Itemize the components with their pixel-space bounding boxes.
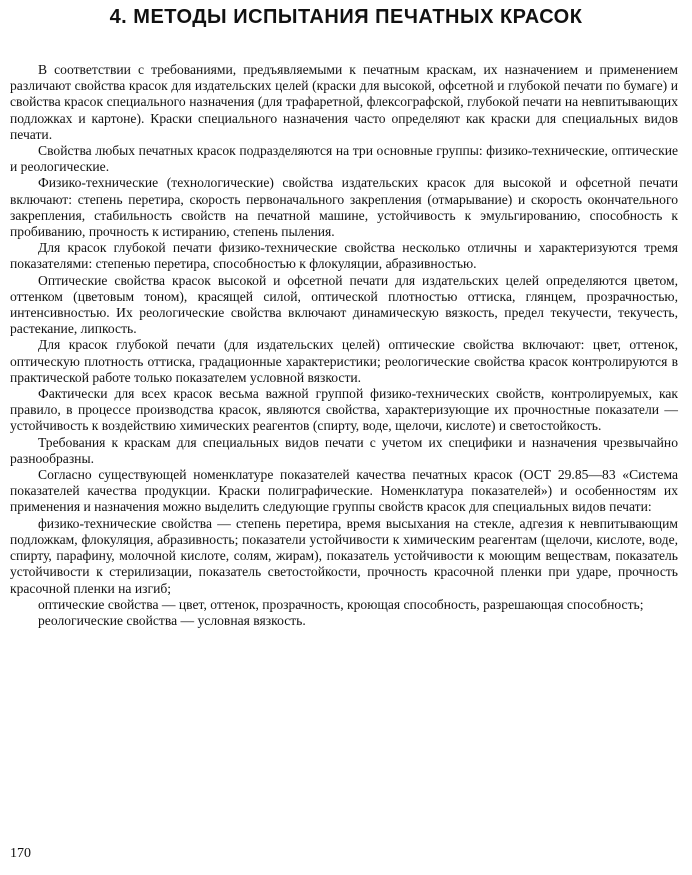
- list-item: реологические свойства — условная вязкость.: [38, 612, 306, 628]
- paragraph: Физико-технические (технологические) свойства издательских красок для высокой и офсетной печати включают: степень перетира, скорость первоначального закрепления (отмарывание) и скорость окончательного закрепления, стабильность свойств на печатной машине, устойчивость к эмульгированию, способность к пробиванию, прочность к истиранию, степень пыления.: [10, 175, 678, 240]
- paragraph: Согласно существующей номенклатуре показателей качества печатных красок (ОСТ 29.85—83 «Система показателей качества продукции. Краски полиграфические. Номенклатура показателей») и особенностям их применения и назначения можно выделить следующие группы свойств красок для специальных видов печати:: [10, 467, 678, 515]
- paragraph: Для красок глубокой печати физико-технические свойства несколько отличны и характеризуются тремя показателями: степенью перетира, способностью к флокуляции, абразивностью.: [10, 240, 678, 272]
- paragraph: Свойства любых печатных красок подразделяются на три основные группы: физико-технические, оптические и реологические.: [10, 143, 678, 175]
- list-item: оптические свойства — цвет, оттенок, прозрачность, кроющая способность, разрешающая способность;: [38, 596, 644, 612]
- body-text: [10, 62, 678, 629]
- paragraph: Фактически для всех красок весьма важной группой физико-технических свойств, контролируемых, как правило, в процессе производства красок, являются свойства, характеризующие их прочностные показатели — устойчивость к воздействию химических реагентов (спирту, воде, щелочи, кислоте) и светостойкость.: [10, 386, 678, 434]
- page-number: 170: [10, 846, 31, 861]
- paragraph: Требования к краскам для специальных видов печати с учетом их специфики и назначения чрезвычайно разнообразны.: [10, 434, 678, 466]
- list-item: физико-технические свойства — степень перетира, время высыхания на стекле, адгезия к невпитывающим подложкам, флокуляция, абразивность; показатели устойчивости к химическим реагентам (щелочи, кислоте, воде, спирту, парафину, молочной кислоте, солям, жирам), показатель устойчивости к моющим веществам, показатель устойчивости к стерилизации, показатель светостойкости, прочность красочной пленки при ударе, прочность красочной пленки на изгиб;: [10, 515, 678, 596]
- paragraph: Для красок глубокой печати (для издательских целей) оптические свойства включают: цвет, оттенок, оптическую плотность оттиска, градационные характеристики; реологические свойства красок контролируются в практической работе только показателем условной вязкости.: [10, 337, 678, 385]
- paragraph: Оптические свойства красок высокой и офсетной печати для издательских целей определяются цветом, оттенком (цветовым тоном), красящей силой, оптической плотностью оттиска, глянцем, прозрачностью, интенсивностью. Их реологические свойства включают динамическую вязкость, предел текучести, текучесть, растекание, липкость.: [10, 272, 678, 337]
- paragraph: В соответствии с требованиями, предъявляемыми к печатным краскам, их назначением и применением различают свойства красок для издательских целей (краски для высокой, офсетной и глубокой печати по бумаге) и свойства красок специального назначения (для трафаретной, флексографской, глубокой печати на невпитывающих подложках и картоне). Краски специального назначения часто определяют как краски для специальных видов печати.: [10, 62, 678, 142]
- section-heading: 4. МЕТОДЫ ИСПЫТАНИЯ ПЕЧАТНЫХ КРАСОК: [109, 6, 583, 28]
